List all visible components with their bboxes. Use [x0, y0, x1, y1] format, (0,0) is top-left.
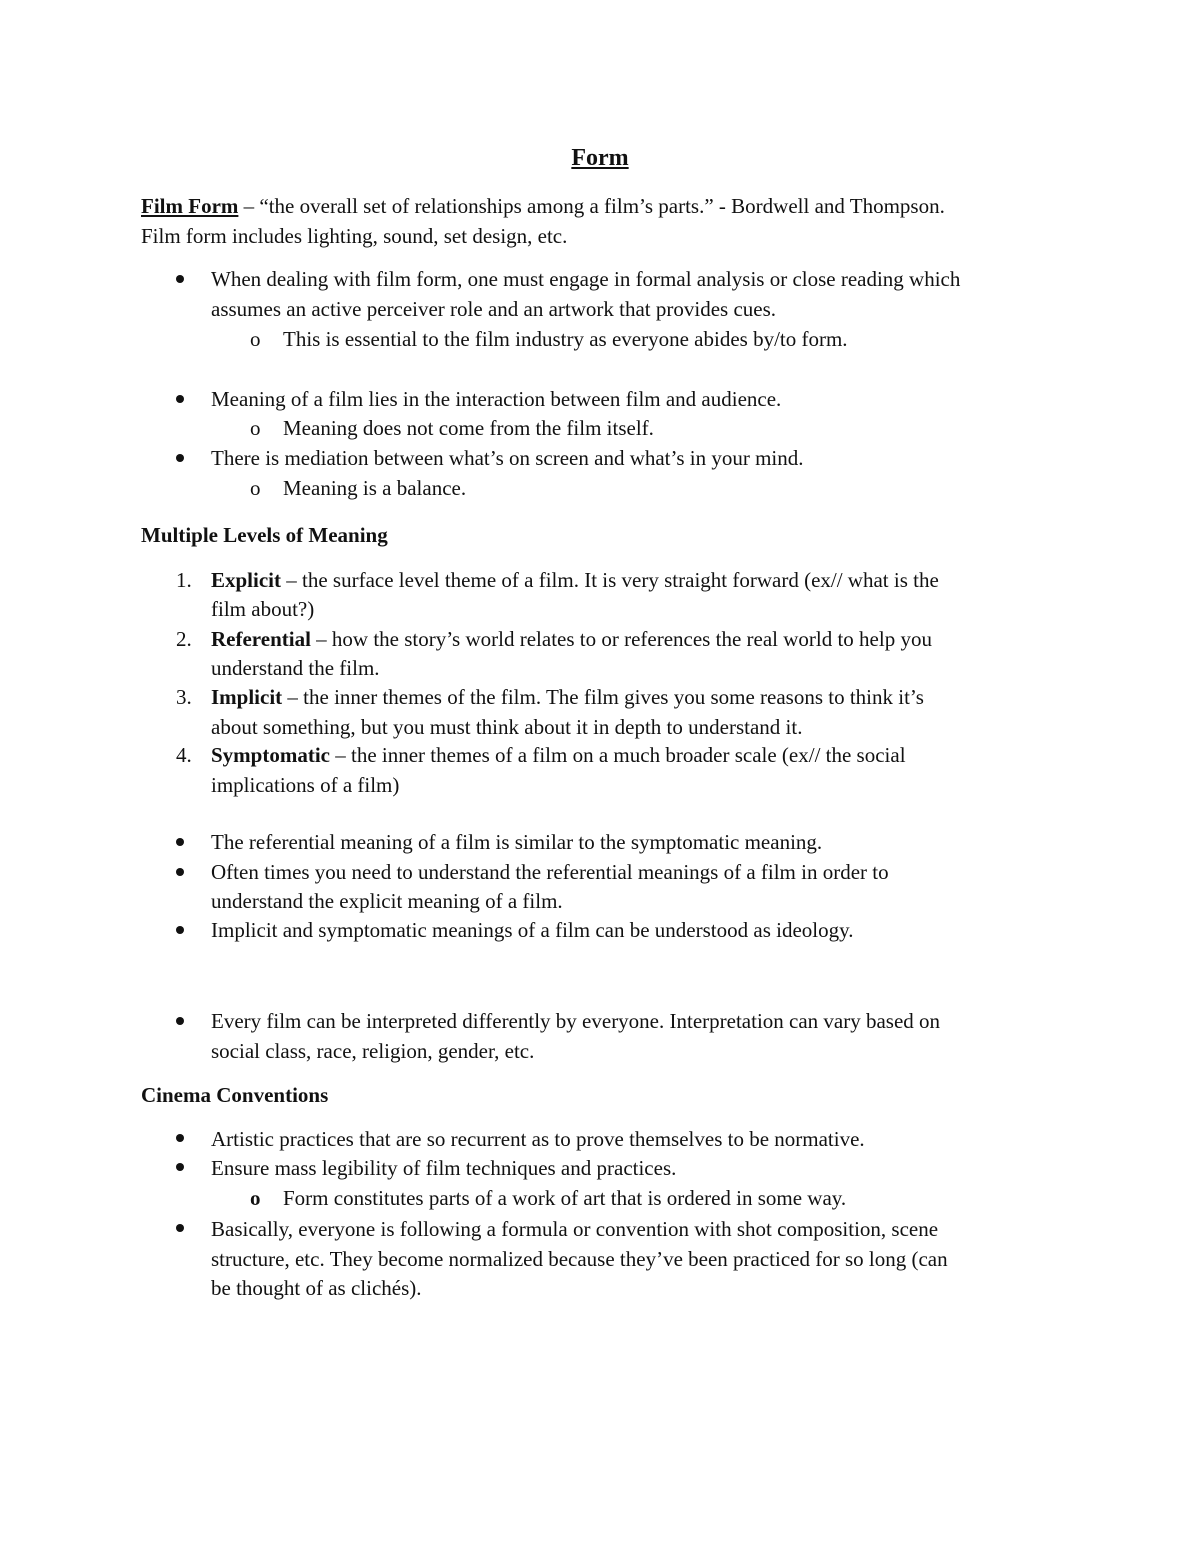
list-item-explicit	[211, 565, 939, 595]
sub-bullet-text: Form constitutes parts of a work of art that is ordered in some way.	[283, 1186, 847, 1210]
bullet-text-cont: social class, race, religion, gender, etc.	[211, 1039, 535, 1063]
sub-bullet-icon: o	[250, 1186, 261, 1210]
list-text: – the surface level theme of a film. It is very straight forward (ex// what is the	[281, 568, 939, 592]
bullet-icon	[176, 1224, 184, 1232]
definition-line-2: Film form includes lighting, sound, set design, etc.	[141, 224, 568, 248]
bullet-icon	[176, 1163, 184, 1171]
definition-line-1	[141, 191, 945, 221]
bullet-text: Artistic practices that are so recurrent as to prove themselves to be normative.	[211, 1127, 865, 1151]
list-number: 1.	[176, 568, 192, 592]
bullet-text-cont: assumes an active perceiver role and an artwork that provides cues.	[211, 297, 777, 321]
bullet-icon	[176, 275, 184, 283]
list-number: 3.	[176, 685, 192, 709]
sub-bullet-icon: o	[250, 327, 261, 351]
sub-bullet-text: Meaning is a balance.	[283, 476, 467, 500]
definition-term: Film Form	[141, 194, 239, 218]
bullet-icon	[176, 838, 184, 846]
bullet-text: Ensure mass legibility of film techniques and practices.	[211, 1156, 677, 1180]
bullet-text: Every film can be interpreted differently by everyone. Interpretation can vary based on	[211, 1009, 941, 1033]
list-item-symptomatic	[211, 740, 906, 770]
list-text-cont: about something, but you must think about it in depth to understand it.	[211, 715, 803, 739]
bullet-text-cont: understand the explicit meaning of a film.	[211, 889, 563, 913]
bullet-icon	[176, 1134, 184, 1142]
bullet-text: There is mediation between what’s on screen and what’s in your mind.	[211, 446, 804, 470]
bullet-text: Basically, everyone is following a formula or convention with shot composition, scene	[211, 1217, 939, 1241]
list-text-cont: implications of a film)	[211, 773, 400, 797]
bullet-icon	[176, 454, 184, 462]
bullet-text: Often times you need to understand the referential meanings of a film in order to	[211, 860, 889, 884]
list-term: Explicit	[211, 568, 282, 592]
bullet-icon	[176, 1017, 184, 1025]
list-term: Referential	[211, 627, 311, 651]
bullet-text: When dealing with film form, one must engage in formal analysis or close reading which	[211, 267, 961, 291]
sub-bullet-icon: o	[250, 476, 261, 500]
list-text: – the inner themes of the film. The film gives you some reasons to think it’s	[282, 685, 924, 709]
definition-text: – “the overall set of relationships among a film’s parts.” - Bordwell and Thompson.	[238, 194, 945, 218]
bullet-text: Implicit and symptomatic meanings of a film can be understood as ideology.	[211, 918, 854, 942]
list-item-referential	[211, 624, 932, 654]
bullet-icon	[176, 395, 184, 403]
list-item-implicit	[211, 682, 924, 712]
bullet-text: Meaning of a film lies in the interaction between film and audience.	[211, 387, 782, 411]
sub-bullet-icon: o	[250, 416, 261, 440]
bullet-text: The referential meaning of a film is similar to the symptomatic meaning.	[211, 830, 823, 854]
sub-bullet-text: Meaning does not come from the film itself.	[283, 416, 654, 440]
bullet-text-cont: be thought of as clichés).	[211, 1276, 422, 1300]
list-text-cont: film about?)	[211, 597, 315, 621]
list-number: 4.	[176, 743, 192, 767]
sub-bullet-text: This is essential to the film industry as everyone abides by/to form.	[283, 327, 848, 351]
list-text-cont: understand the film.	[211, 656, 380, 680]
list-number: 2.	[176, 627, 192, 651]
list-term: Symptomatic	[211, 743, 330, 767]
list-text: – the inner themes of a film on a much broader scale (ex// the social	[330, 743, 906, 767]
bullet-icon	[176, 926, 184, 934]
page-title: Form	[571, 145, 629, 171]
list-term: Implicit	[211, 685, 283, 709]
section-heading-conventions: Cinema Conventions	[141, 1083, 329, 1107]
section-heading-levels: Multiple Levels of Meaning	[141, 523, 388, 547]
bullet-text-cont: structure, etc. They become normalized because they’ve been practiced for so long (can	[211, 1247, 948, 1271]
list-text: – how the story’s world relates to or references the real world to help you	[310, 627, 932, 651]
bullet-icon	[176, 868, 184, 876]
